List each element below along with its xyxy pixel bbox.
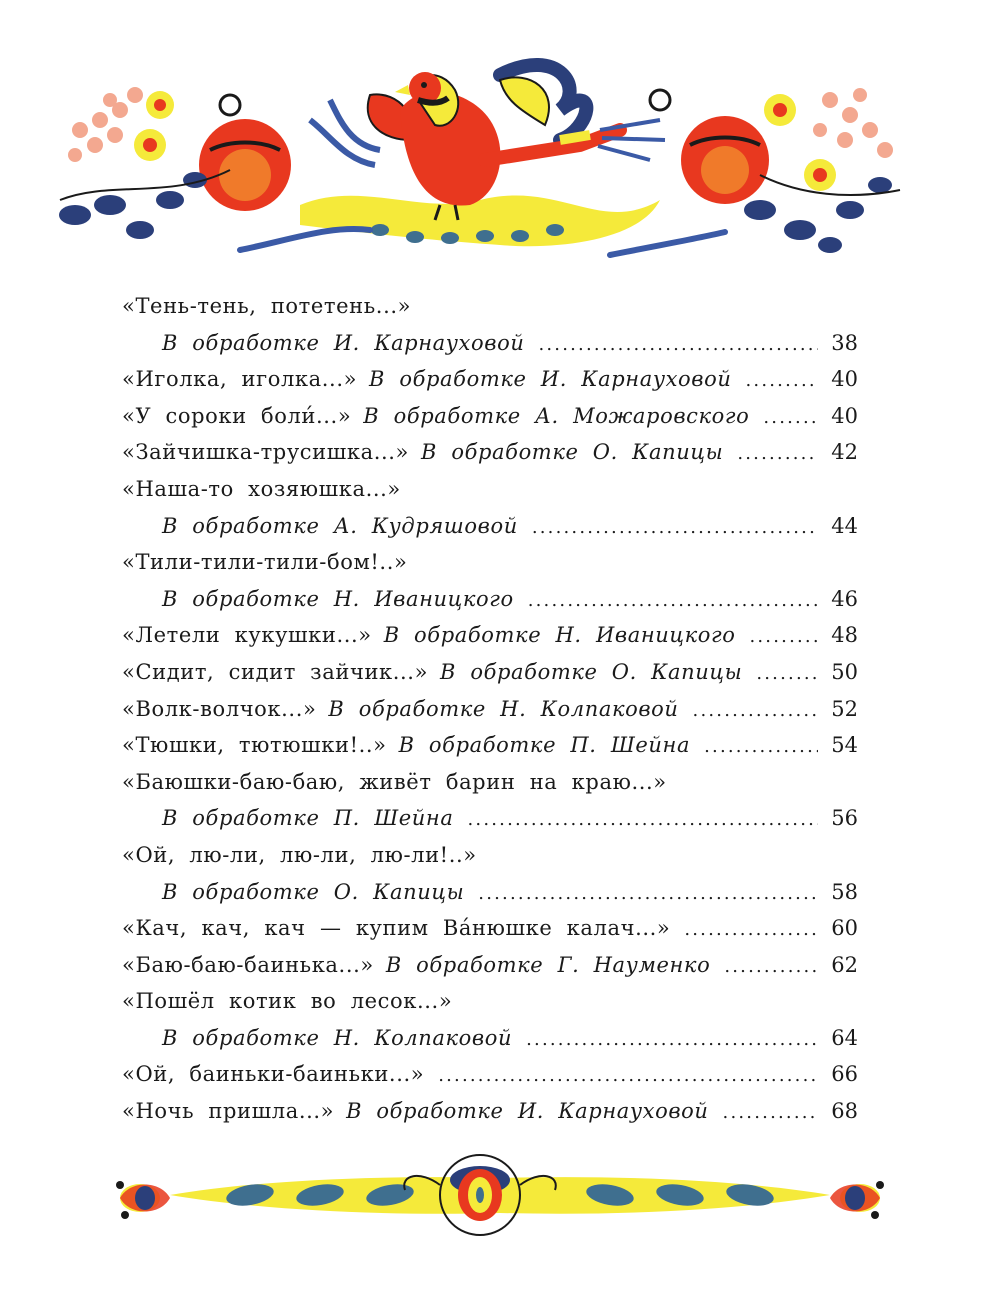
toc-entry-page-number: 46 — [831, 586, 858, 611]
dot-leader — [737, 436, 818, 473]
toc-entry — [122, 1056, 858, 1093]
toc-entry — [122, 764, 858, 801]
blue-wave-left — [240, 229, 370, 250]
dot-leader — [704, 729, 818, 766]
dot-leader — [756, 656, 818, 693]
toc-entry-page-number: 40 — [831, 367, 858, 392]
toc-entry-author: В обработке И. Карнауховой — [162, 330, 525, 355]
toc-entry-page-number: 38 — [831, 330, 858, 355]
toc-entry — [122, 1020, 858, 1057]
toc-entry — [122, 544, 858, 581]
toc-entry — [122, 617, 858, 654]
toc-entry — [122, 947, 858, 984]
dot-leader — [532, 510, 818, 547]
toc-entry-author: В обработке О. Капицы — [421, 440, 724, 465]
dot-leader — [438, 1058, 818, 1095]
toc-entry-title: «Волк-волчок...» — [122, 696, 317, 721]
dot-leader — [724, 949, 818, 986]
toc-entry-title: «Баюшки-баю-баю, живёт барин на краю...» — [122, 769, 667, 794]
toc-entry — [122, 874, 858, 911]
toc-entry — [122, 654, 858, 691]
left-end-ornament-icon — [116, 1181, 170, 1219]
toc-entry-title: «Сидит, сидит зайчик...» — [122, 659, 429, 684]
toc-entry-title: «Баю-баю-баинька...» — [122, 952, 374, 977]
toc-entry-title: «Наша-то хозяюшка...» — [122, 476, 401, 501]
toc-entry — [122, 581, 858, 618]
toc-entry-page-number: 58 — [831, 879, 858, 904]
toc-entry — [122, 1093, 858, 1130]
toc-entry — [122, 471, 858, 508]
dot-leader — [478, 876, 818, 913]
left-flower-icon — [59, 87, 291, 239]
toc-entry-title: «Летели кукушки...» — [122, 623, 372, 648]
dot-leader — [693, 693, 818, 730]
toc-entry-author: В обработке П. Шейна — [398, 733, 691, 758]
toc-entry — [122, 288, 858, 325]
toc-entry-title: «Иголка, иголка...» — [122, 367, 358, 392]
toc-entry-page-number: 56 — [831, 806, 858, 831]
toc-entry-author: В обработке И. Карнауховой — [369, 367, 732, 392]
toc-entry-page-number: 66 — [831, 1062, 858, 1087]
right-flower-icon — [650, 88, 900, 253]
table-of-contents — [122, 288, 858, 1130]
toc-entry — [122, 910, 858, 947]
toc-entry-title: «Тень-тень, потетень...» — [122, 294, 412, 318]
toc-entry-title: «Пошёл котик во лесок...» — [122, 989, 453, 1014]
toc-entry-author: В обработке Н. Колпаковой — [328, 696, 679, 721]
toc-entry-title: «Ой, лю-ли, лю-ли, лю-ли!..» — [122, 842, 477, 867]
toc-entry — [122, 361, 858, 398]
dot-leader — [684, 912, 818, 949]
dot-leader — [746, 363, 819, 400]
toc-entry — [122, 508, 858, 545]
dot-leader — [538, 327, 818, 364]
toc-entry-page-number: 50 — [831, 659, 858, 684]
toc-entry — [122, 398, 858, 435]
blue-wave-right — [610, 232, 725, 255]
toc-entry — [122, 325, 858, 362]
toc-entry-page-number: 52 — [831, 696, 858, 721]
dot-leader — [526, 1022, 818, 1059]
footer-ornament — [0, 1140, 1000, 1250]
header-ornament — [0, 0, 1000, 280]
dot-leader — [528, 583, 818, 620]
dot-leader — [467, 802, 818, 839]
toc-entry-title: «Тюшки, тютюшки!..» — [122, 733, 387, 758]
right-end-ornament-icon — [830, 1181, 884, 1219]
toc-entry — [122, 434, 858, 471]
toc-entry-page-number: 68 — [831, 1099, 858, 1124]
toc-entry — [122, 727, 858, 764]
toc-entry-author: В обработке Н. Иваницкого — [162, 586, 514, 611]
toc-entry-title: «Ночь пришла...» — [122, 1099, 335, 1124]
toc-entry-author: В обработке Н. Колпаковой — [162, 1025, 513, 1050]
toc-entry-title: «Зайчишка-трусишка...» — [122, 440, 410, 465]
toc-entry — [122, 691, 858, 728]
toc-entry-author: В обработке П. Шейна — [162, 806, 454, 831]
toc-entry-page-number: 60 — [831, 916, 858, 941]
toc-entry-page-number: 40 — [831, 403, 858, 428]
toc-entry-author: В обработке Н. Иваницкого — [383, 623, 736, 648]
toc-entry-title: «Кач, кач, кач — купим Ва́нюшке калач...» — [122, 916, 671, 941]
toc-entry-page-number: 48 — [831, 623, 858, 648]
toc-entry — [122, 800, 858, 837]
dot-leader — [749, 619, 818, 656]
toc-entry-author: В обработке Г. Науменко — [385, 952, 711, 977]
toc-entry-author: В обработке И. Карнауховой — [346, 1099, 709, 1124]
toc-entry-title: «У сороки боли́...» — [122, 403, 352, 428]
toc-entry-page-number: 44 — [831, 513, 858, 538]
toc-entry — [122, 983, 858, 1020]
dot-leader — [763, 400, 818, 437]
toc-entry-author: В обработке О. Капицы — [162, 879, 465, 904]
toc-entry-author: В обработке А. Кудряшовой — [162, 513, 518, 538]
toc-entry-author: В обработке А. Можаровского — [363, 403, 750, 428]
toc-entry-title: «Тили-тили-тили-бом!..» — [122, 550, 408, 575]
dot-leader — [723, 1095, 818, 1132]
toc-entry-title: «Ой, баиньки-баиньки...» — [122, 1062, 425, 1087]
toc-entry-page-number: 42 — [831, 440, 858, 465]
toc-entry — [122, 837, 858, 874]
toc-entry-page-number: 64 — [831, 1025, 858, 1050]
toc-entry-page-number: 62 — [831, 952, 858, 977]
toc-entry-page-number: 54 — [831, 733, 858, 758]
toc-entry-author: В обработке О. Капицы — [440, 659, 743, 684]
